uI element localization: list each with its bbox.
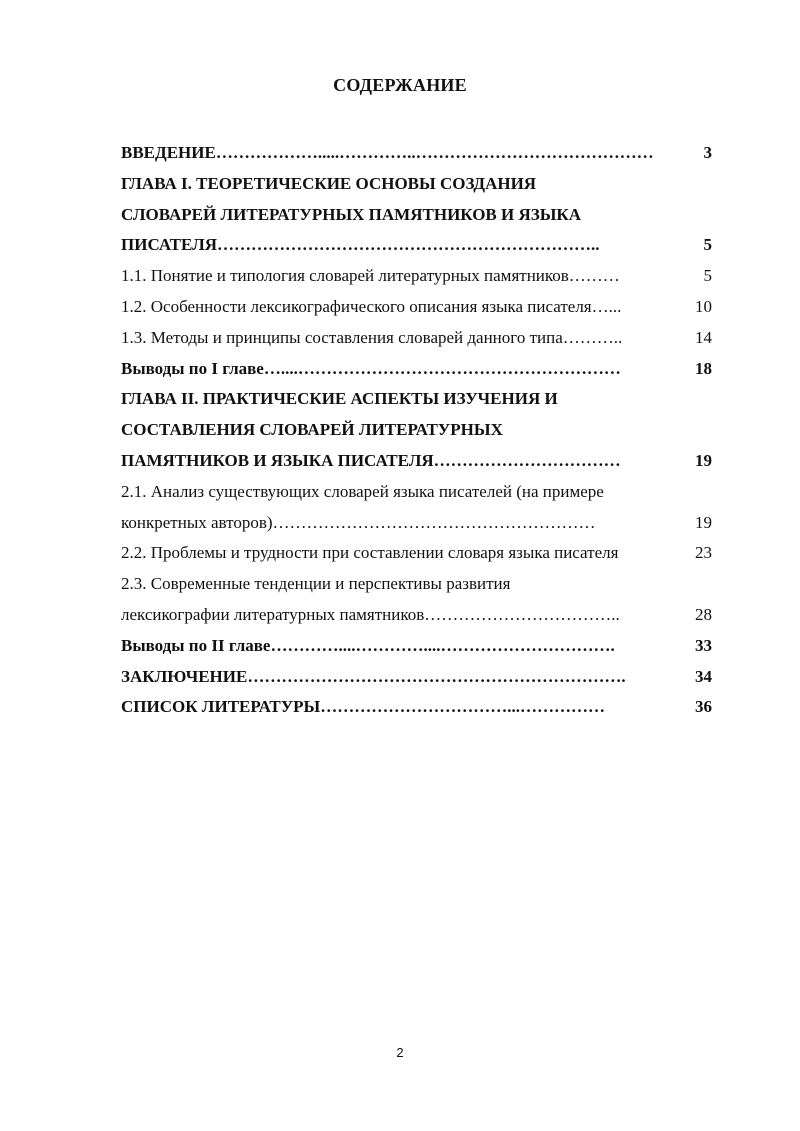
toc-entry-page: 28 xyxy=(695,604,712,624)
toc-entry-page: 23 xyxy=(695,543,712,563)
toc-entry-text: 1.1. Понятие и типология словарей литературных памятников……… xyxy=(121,266,620,286)
toc-entry-text: ПИСАТЕЛЯ………………………………………………………….. xyxy=(121,235,600,255)
toc-entry xyxy=(121,169,712,200)
toc-entry xyxy=(121,692,712,723)
toc-entry-page: 19 xyxy=(695,512,712,532)
toc-entry-text: ПАМЯТНИКОВ И ЯЗЫКА ПИСАТЕЛЯ…………………………… xyxy=(121,450,621,470)
toc-entry xyxy=(121,415,712,446)
toc-entry-text: ВВЕДЕНИЕ……………….....…………..…………………………………… xyxy=(121,143,654,162)
toc-entry xyxy=(121,569,712,600)
toc-entry-text: 1.2. Особенности лексикографического описания языка писателя…... xyxy=(121,296,622,316)
toc-entry-page: 36 xyxy=(695,697,712,717)
toc-entry xyxy=(121,662,712,693)
toc-entry xyxy=(121,138,712,169)
toc-entry xyxy=(121,261,712,292)
toc-entry xyxy=(121,292,712,323)
toc-entry-page: 19 xyxy=(695,450,712,470)
toc-entry-page: 10 xyxy=(695,296,712,316)
toc-entry xyxy=(121,631,712,662)
toc-entry xyxy=(121,200,712,231)
toc-entry-text: ЗАКЛЮЧЕНИЕ…………………………………………………………. xyxy=(121,666,626,686)
page-title: СОДЕРЖАНИЕ xyxy=(333,75,467,95)
toc-entry-text: 2.3. Современные тенденции и перспективы развития xyxy=(121,574,511,594)
toc-entry xyxy=(121,354,712,385)
toc-entry xyxy=(121,230,712,261)
toc-entry-text: 2.2. Проблемы и трудности при составлении словаря языка писателя xyxy=(121,543,619,563)
toc-entry-page: 5 xyxy=(703,266,712,286)
toc-entry-text: СОСТАВЛЕНИЯ СЛОВАРЕЙ ЛИТЕРАТУРНЫХ xyxy=(121,420,503,440)
toc-entry-text: Выводы по I главе…....………………………………………………… xyxy=(121,358,621,378)
page-number: 2 xyxy=(396,1045,404,1060)
toc-entry-page: 34 xyxy=(695,666,712,686)
toc-entry-page: 5 xyxy=(703,235,712,255)
toc-entry xyxy=(121,384,712,415)
toc-entry-text: конкретных авторов)………………………………………………… xyxy=(121,512,596,532)
toc-entry-text: ГЛАВА I. ТЕОРЕТИЧЕСКИЕ ОСНОВЫ СОЗДАНИЯ xyxy=(121,173,537,193)
toc-entry xyxy=(121,508,712,539)
toc-entry-text: лексикографии литературных памятников…………………………….. xyxy=(121,604,620,624)
table-of-contents xyxy=(121,138,712,723)
toc-entry xyxy=(121,477,712,508)
toc-entry-page: 18 xyxy=(695,358,712,378)
toc-entry xyxy=(121,538,712,569)
toc-entry-page: 33 xyxy=(695,635,712,655)
toc-entry-text: СПИСОК ЛИТЕРАТУРЫ……………………………...…………… xyxy=(121,697,606,717)
toc-entry-text: Выводы по II главе…………....…………....…………………………. xyxy=(121,635,615,655)
toc-entry xyxy=(121,446,712,477)
toc-entry-text: ГЛАВА II. ПРАКТИЧЕСКИЕ АСПЕКТЫ ИЗУЧЕНИЯ И xyxy=(121,389,558,409)
toc-entry xyxy=(121,323,712,354)
toc-entry-page: 14 xyxy=(695,327,712,347)
toc-entry-text: СЛОВАРЕЙ ЛИТЕРАТУРНЫХ ПАМЯТНИКОВ И ЯЗЫКА xyxy=(121,204,582,224)
toc-entry-page: 3 xyxy=(703,143,712,162)
toc-entry-text: 1.3. Методы и принципы составления словарей данного типа……….. xyxy=(121,327,623,347)
toc-entry-text: 2.1. Анализ существующих словарей языка писателей (на примере xyxy=(121,481,604,501)
toc-entry xyxy=(121,600,712,631)
